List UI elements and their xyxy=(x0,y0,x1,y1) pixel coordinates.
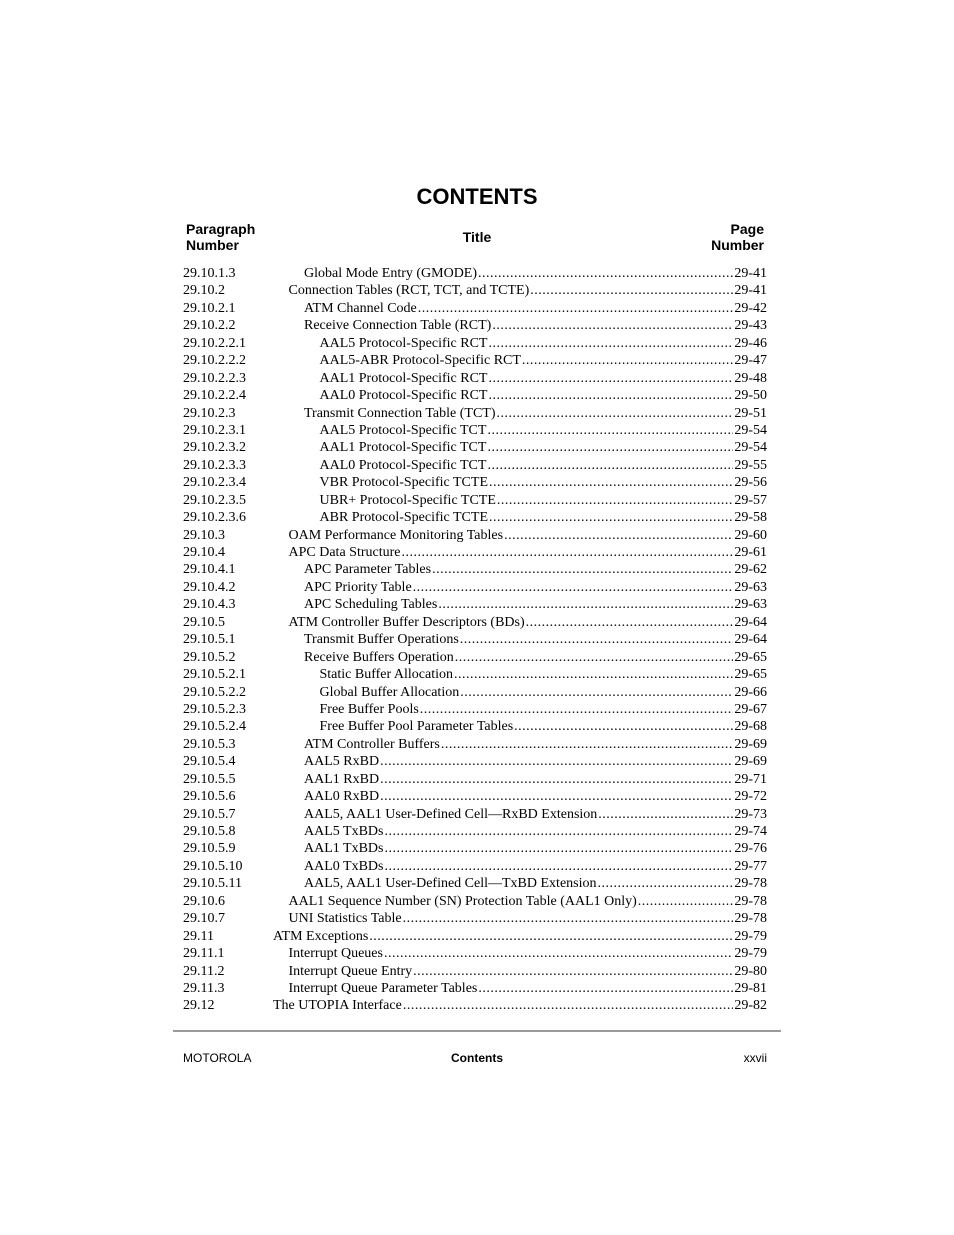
toc-title: AAL5, AAL1 User-Defined Cell—RxBD Extension xyxy=(304,806,598,822)
toc-entry-body xyxy=(273,492,734,509)
toc-page-number: 29-68 xyxy=(734,719,767,735)
toc-entry-body xyxy=(273,422,734,439)
toc-paragraph-number: 29.10.2.3.1 xyxy=(183,422,246,438)
toc-title: AAL5, AAL1 User-Defined Cell—TxBD Extension xyxy=(304,876,597,892)
toc-entry[interactable] xyxy=(183,771,767,788)
toc-entry-body xyxy=(273,823,734,840)
toc-entry[interactable] xyxy=(183,806,767,823)
toc-paragraph-number: 29.10.5.11 xyxy=(183,876,242,892)
toc-entry-body xyxy=(273,317,734,334)
toc-entry[interactable] xyxy=(183,492,767,509)
toc-title: Transmit Buffer Operations xyxy=(304,632,459,648)
dot-leader xyxy=(514,718,733,735)
toc-paragraph-number: 29.10.2 xyxy=(183,283,225,299)
toc-entry[interactable] xyxy=(183,788,767,805)
toc-page-number: 29-64 xyxy=(734,632,767,648)
toc-entry-body xyxy=(273,858,734,875)
dot-leader xyxy=(380,788,733,805)
toc-entry-body xyxy=(273,579,734,596)
toc-paragraph-number: 29.10.5.2.4 xyxy=(183,719,246,735)
dot-leader xyxy=(487,457,733,474)
toc-entry[interactable] xyxy=(183,265,767,282)
toc-paragraph-number: 29.10.2.2.1 xyxy=(183,335,246,351)
toc-title: APC Data Structure xyxy=(288,545,401,560)
toc-entry-body xyxy=(273,300,734,317)
toc-title: APC Priority Table xyxy=(304,579,412,595)
toc-entry[interactable] xyxy=(183,945,767,962)
dot-leader xyxy=(526,614,734,631)
toc-entry[interactable] xyxy=(183,300,767,317)
toc-paragraph-number: 29.10.5.5 xyxy=(183,771,236,787)
dot-leader xyxy=(489,509,733,526)
toc-paragraph-number: 29.11.1 xyxy=(183,946,225,962)
toc-entry[interactable] xyxy=(183,823,767,840)
dot-leader xyxy=(489,474,733,491)
toc-title: VBR Protocol-Specific TCTE xyxy=(319,475,488,491)
toc-paragraph-number: 29.10.2.2 xyxy=(183,318,236,334)
toc-entry[interactable] xyxy=(183,282,767,299)
toc-page-number: 29-60 xyxy=(734,527,767,543)
toc-paragraph-number: 29.10.3 xyxy=(183,527,225,543)
dot-leader xyxy=(530,282,733,299)
dot-leader xyxy=(478,980,733,997)
toc-entry-body xyxy=(273,352,734,369)
toc-paragraph-number: 29.10.5.2.1 xyxy=(183,667,246,683)
toc-paragraph-number: 29.10.5.9 xyxy=(183,841,236,857)
toc-entry[interactable] xyxy=(183,893,767,910)
toc-title: Static Buffer Allocation xyxy=(319,667,453,683)
toc-page-number: 29-67 xyxy=(734,701,767,717)
dot-leader xyxy=(420,701,734,718)
toc-entry-body xyxy=(273,718,734,735)
toc-title: Global Mode Entry (GMODE) xyxy=(304,266,478,281)
toc-page-number: 29-46 xyxy=(734,335,767,351)
toc-entry[interactable] xyxy=(183,858,767,875)
dot-leader xyxy=(369,928,733,945)
page-title: CONTENTS xyxy=(416,184,538,209)
toc-entry-body xyxy=(273,335,734,352)
dot-leader xyxy=(401,544,733,561)
toc-entry-body xyxy=(273,527,734,544)
toc-entry-body xyxy=(273,544,734,561)
toc-page-number: 29-73 xyxy=(734,806,767,822)
toc-title: AAL1 Protocol-Specific RCT xyxy=(319,370,488,386)
toc-paragraph-number: 29.10.4 xyxy=(183,545,225,560)
toc-paragraph-number: 29.11 xyxy=(183,928,214,944)
toc-page-number: 29-80 xyxy=(734,963,767,979)
toc-page-number: 29-78 xyxy=(734,893,767,909)
dot-leader xyxy=(413,963,733,980)
dot-leader xyxy=(384,840,733,857)
toc-entry-body xyxy=(273,806,734,823)
toc-paragraph-number: 29.10.5.10 xyxy=(183,858,243,874)
toc-page-number: 29-48 xyxy=(734,370,767,386)
toc-page-number: 29-65 xyxy=(734,667,767,683)
toc-entry[interactable] xyxy=(183,387,767,404)
toc-title: AAL5-ABR Protocol-Specific RCT xyxy=(319,353,521,369)
toc-paragraph-number: 29.10.4.1 xyxy=(183,562,236,578)
toc-entry[interactable] xyxy=(183,649,767,666)
toc-paragraph-number: 29.10.5.4 xyxy=(183,754,236,770)
toc-page-number: 29-77 xyxy=(734,858,767,874)
toc-entry[interactable] xyxy=(183,317,767,334)
toc-paragraph-number: 29.10.2.3.4 xyxy=(183,475,246,491)
toc-entry[interactable] xyxy=(183,439,767,456)
toc-page-number: 29-82 xyxy=(734,998,767,1014)
toc-title: ATM Controller Buffers xyxy=(304,736,440,752)
toc-page-number: 29-61 xyxy=(734,545,767,560)
toc-entry-body xyxy=(273,457,734,474)
toc-title: APC Scheduling Tables xyxy=(304,597,438,613)
toc-title: Receive Buffers Operation xyxy=(304,649,454,665)
toc-entry[interactable] xyxy=(183,352,767,369)
toc-entry[interactable] xyxy=(183,736,767,753)
toc-entry[interactable] xyxy=(183,701,767,718)
toc-paragraph-number: 29.10.4.2 xyxy=(183,579,236,595)
toc-page-number: 29-63 xyxy=(734,597,767,613)
toc-entry[interactable] xyxy=(183,405,767,422)
toc-entry-body xyxy=(273,405,734,422)
toc-page-number: 29-63 xyxy=(734,579,767,595)
dot-leader xyxy=(380,753,733,770)
toc-page-number: 29-78 xyxy=(734,911,767,927)
toc-paragraph-number: 29.10.5 xyxy=(183,614,225,630)
toc-title: ATM Channel Code xyxy=(304,300,417,316)
toc-entry-body xyxy=(273,840,734,857)
dot-leader xyxy=(504,527,733,544)
toc-entry-body xyxy=(273,875,734,892)
toc-entry-body xyxy=(273,684,734,701)
toc-entry-body xyxy=(273,893,734,910)
toc-title: ATM Controller Buffer Descriptors (BDs) xyxy=(288,614,525,630)
toc-page-number: 29-65 xyxy=(734,649,767,665)
toc-entry[interactable] xyxy=(183,474,767,491)
toc-entry[interactable] xyxy=(183,718,767,735)
dot-leader xyxy=(460,631,734,648)
toc-entry-body xyxy=(273,666,734,683)
toc-title: Interrupt Queue Parameter Tables xyxy=(288,980,478,996)
dot-leader xyxy=(487,439,733,456)
toc-page-number: 29-54 xyxy=(734,422,767,438)
toc-paragraph-number: 29.10.5.7 xyxy=(183,806,236,822)
toc-entry[interactable] xyxy=(183,753,767,770)
toc-entry-body xyxy=(273,980,734,997)
toc-page-number: 29-69 xyxy=(734,754,767,770)
dot-leader xyxy=(497,405,734,422)
dot-leader xyxy=(380,771,733,788)
toc-entry[interactable] xyxy=(183,527,767,544)
toc-entry-body xyxy=(273,945,734,962)
footer-page-number: xxvii xyxy=(743,1051,767,1065)
toc-title: AAL1 Sequence Number (SN) Protection Table (AAL1 Only) xyxy=(288,893,637,909)
dot-leader xyxy=(598,875,734,892)
toc-page-number: 29-66 xyxy=(734,684,767,700)
toc-title: The UTOPIA Interface xyxy=(273,998,402,1014)
toc-entry-body xyxy=(273,963,734,980)
toc-paragraph-number: 29.11.3 xyxy=(183,980,225,996)
toc-entry-body xyxy=(273,561,734,578)
toc-entry[interactable] xyxy=(183,561,767,578)
dot-leader xyxy=(488,335,733,352)
dot-leader xyxy=(384,945,733,962)
toc-entry-body xyxy=(273,439,734,456)
toc-title: AAL5 Protocol-Specific TCT xyxy=(319,422,487,438)
toc-page-number: 29-51 xyxy=(734,405,767,421)
dot-leader xyxy=(488,370,733,387)
title-header: Title xyxy=(462,229,492,245)
toc-page-number: 29-64 xyxy=(734,614,767,630)
toc-paragraph-number: 29.11.2 xyxy=(183,963,225,979)
toc-entry-body xyxy=(273,649,734,666)
toc-paragraph-number: 29.10.2.3 xyxy=(183,405,236,421)
toc-paragraph-number: 29.10.2.1 xyxy=(183,300,236,316)
toc-paragraph-number: 29.10.5.2 xyxy=(183,649,236,665)
toc-title: AAL5 RxBD xyxy=(304,754,380,770)
toc-title: Global Buffer Allocation xyxy=(319,684,460,700)
footer-publisher: MOTOROLA xyxy=(183,1051,252,1065)
toc-entry[interactable] xyxy=(183,631,767,648)
toc-page-number: 29-55 xyxy=(734,457,767,473)
toc-page-number: 29-57 xyxy=(734,492,767,508)
toc-entry[interactable] xyxy=(183,614,767,631)
toc-page-number: 29-47 xyxy=(734,353,767,369)
toc-title: Receive Connection Table (RCT) xyxy=(304,318,492,334)
toc-title: AAL1 Protocol-Specific TCT xyxy=(319,440,487,456)
toc-entry-body xyxy=(273,370,734,387)
dot-leader xyxy=(497,492,733,509)
dot-leader xyxy=(413,579,734,596)
toc-title: Connection Tables (RCT, TCT, and TCTE) xyxy=(288,283,530,299)
toc-page-number: 29-56 xyxy=(734,475,767,491)
toc-page-number: 29-41 xyxy=(734,283,767,299)
toc-entry-body xyxy=(273,631,734,648)
toc-page-number: 29-71 xyxy=(734,771,767,787)
toc-title: ABR Protocol-Specific TCTE xyxy=(319,510,488,526)
footer-section-title: Contents xyxy=(451,1051,503,1065)
toc-page-number: 29-54 xyxy=(734,440,767,456)
dot-leader xyxy=(598,806,733,823)
toc-page-number: 29-41 xyxy=(734,266,767,281)
toc-title: UNI Statistics Table xyxy=(288,911,402,927)
toc-page-number: 29-76 xyxy=(734,841,767,857)
toc-entry-body xyxy=(273,997,734,1014)
toc-entry[interactable] xyxy=(183,928,767,945)
toc-title: UBR+ Protocol-Specific TCTE xyxy=(319,492,496,508)
toc-paragraph-number: 29.10.4.3 xyxy=(183,597,236,613)
toc-entry[interactable] xyxy=(183,840,767,857)
toc-entry[interactable] xyxy=(183,370,767,387)
dot-leader xyxy=(455,649,734,666)
toc-entry[interactable] xyxy=(183,509,767,526)
toc-title: AAL1 RxBD xyxy=(304,771,380,787)
toc-paragraph-number: 29.10.2.2.3 xyxy=(183,370,246,386)
dot-leader xyxy=(487,422,733,439)
toc-title: AAL0 Protocol-Specific TCT xyxy=(319,457,487,473)
toc-paragraph-number: 29.10.5.1 xyxy=(183,632,236,648)
toc-paragraph-number: 29.10.7 xyxy=(183,911,225,927)
toc-paragraph-number: 29.10.5.8 xyxy=(183,824,236,839)
page-number-header: Page Number xyxy=(711,221,764,253)
toc-page-number: 29-62 xyxy=(734,562,767,578)
dot-leader xyxy=(522,352,733,369)
dot-leader xyxy=(460,684,733,701)
toc-entry-body xyxy=(273,910,734,927)
toc-paragraph-number: 29.10.2.3.2 xyxy=(183,440,246,456)
toc-paragraph-number: 29.10.5.6 xyxy=(183,789,236,805)
toc-title: Free Buffer Pools xyxy=(319,701,419,717)
toc-entry[interactable] xyxy=(183,422,767,439)
toc-entry[interactable] xyxy=(183,910,767,927)
toc-entry[interactable] xyxy=(183,997,767,1014)
toc-entry-body xyxy=(273,387,734,404)
dot-leader xyxy=(492,317,733,334)
toc-page-number: 29-79 xyxy=(734,946,767,962)
toc-entry-body xyxy=(273,509,734,526)
toc-entry[interactable] xyxy=(183,544,767,561)
toc-entry-body xyxy=(273,928,734,945)
toc-paragraph-number: 29.10.2.2.4 xyxy=(183,388,246,404)
table-of-contents xyxy=(183,265,767,1015)
toc-paragraph-number: 29.10.6 xyxy=(183,893,225,909)
toc-page-number: 29-74 xyxy=(734,824,767,839)
toc-entry[interactable] xyxy=(183,666,767,683)
toc-title: Free Buffer Pool Parameter Tables xyxy=(319,719,514,735)
toc-page-number: 29-81 xyxy=(734,980,767,996)
toc-entry-body xyxy=(273,701,734,718)
toc-page-number: 29-79 xyxy=(734,928,767,944)
paragraph-number-header: Paragraph Number xyxy=(186,221,256,253)
toc-entry[interactable] xyxy=(183,963,767,980)
toc-entry[interactable] xyxy=(183,980,767,997)
toc-page-number: 29-50 xyxy=(734,388,767,404)
dot-leader xyxy=(638,893,734,910)
toc-page-number: 29-42 xyxy=(734,300,767,316)
toc-title: AAL5 Protocol-Specific RCT xyxy=(319,335,488,351)
dot-leader xyxy=(403,997,734,1014)
toc-paragraph-number: 29.10.5.2.2 xyxy=(183,684,246,700)
toc-entry-body xyxy=(273,614,734,631)
toc-title: Interrupt Queues xyxy=(288,946,383,962)
toc-paragraph-number: 29.12 xyxy=(183,998,215,1014)
dot-leader xyxy=(478,265,733,282)
toc-title: AAL0 Protocol-Specific RCT xyxy=(319,388,488,404)
dot-leader xyxy=(384,823,733,840)
toc-page-number: 29-78 xyxy=(734,876,767,892)
toc-title: AAL0 TxBDs xyxy=(304,858,384,874)
toc-entry[interactable] xyxy=(183,596,767,613)
dot-leader xyxy=(403,910,734,927)
dot-leader xyxy=(384,858,733,875)
toc-paragraph-number: 29.10.2.3.5 xyxy=(183,492,246,508)
toc-title: Transmit Connection Table (TCT) xyxy=(304,405,496,421)
toc-entry-body xyxy=(273,474,734,491)
toc-title: Interrupt Queue Entry xyxy=(288,963,413,979)
toc-title: OAM Performance Monitoring Tables xyxy=(288,527,504,543)
toc-entry[interactable] xyxy=(183,457,767,474)
toc-paragraph-number: 29.10.1.3 xyxy=(183,266,236,281)
toc-entry[interactable] xyxy=(183,684,767,701)
toc-entry-body xyxy=(273,771,734,788)
toc-page-number: 29-43 xyxy=(734,318,767,334)
toc-entry-body xyxy=(273,736,734,753)
toc-entry[interactable] xyxy=(183,335,767,352)
toc-paragraph-number: 29.10.5.3 xyxy=(183,736,236,752)
dot-leader xyxy=(441,736,733,753)
toc-title: APC Parameter Tables xyxy=(304,562,432,578)
toc-title: ATM Exceptions xyxy=(273,928,369,944)
toc-paragraph-number: 29.10.2.2.2 xyxy=(183,353,246,369)
toc-paragraph-number: 29.10.2.3.3 xyxy=(183,457,246,473)
toc-entry[interactable] xyxy=(183,579,767,596)
toc-entry-body xyxy=(273,265,734,282)
toc-entry-body xyxy=(273,282,734,299)
toc-entry-body xyxy=(273,596,734,613)
toc-entry-body xyxy=(273,788,734,805)
toc-page-number: 29-69 xyxy=(734,736,767,752)
toc-entry[interactable] xyxy=(183,875,767,892)
dot-leader xyxy=(418,300,734,317)
toc-page-number: 29-58 xyxy=(734,510,767,526)
footer-divider xyxy=(173,1030,781,1032)
dot-leader xyxy=(454,666,733,683)
toc-page-number: 29-72 xyxy=(734,789,767,805)
dot-leader xyxy=(488,387,733,404)
toc-title: AAL5 TxBDs xyxy=(304,824,384,839)
toc-paragraph-number: 29.10.5.2.3 xyxy=(183,701,246,717)
toc-title: AAL1 TxBDs xyxy=(304,841,384,857)
toc-entry-body xyxy=(273,753,734,770)
toc-paragraph-number: 29.10.2.3.6 xyxy=(183,510,246,526)
dot-leader xyxy=(438,596,733,613)
dot-leader xyxy=(432,561,733,578)
toc-title: AAL0 RxBD xyxy=(304,789,380,805)
